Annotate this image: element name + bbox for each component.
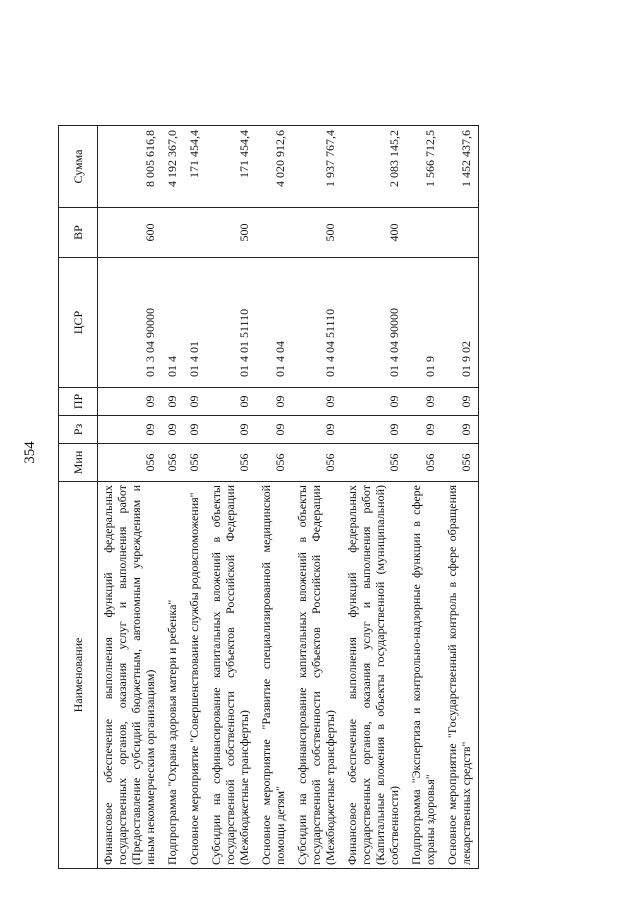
row-vr — [162, 208, 184, 258]
row-rz: 09 — [206, 416, 256, 444]
table-row — [162, 126, 184, 869]
row-vr — [406, 208, 442, 258]
header-name: Наименование — [59, 482, 98, 869]
row-name: Подпрограмма "Экспертиза и контрольно-надзорные функции в сфере охраны здоровья" — [406, 482, 442, 869]
row-vr: 500 — [206, 208, 256, 258]
header-vr: ВР — [59, 208, 98, 258]
row-name: Подпрограмма "Охрана здоровья матери и ребенка" — [162, 482, 184, 869]
row-pr: 09 — [206, 388, 256, 416]
row-min: 056 — [292, 444, 342, 482]
row-csr: 01 4 04 — [256, 258, 292, 388]
table-row — [256, 126, 292, 869]
row-sum: 2 083 145,2 — [342, 126, 406, 208]
row-sum: 4 192 367,0 — [162, 126, 184, 208]
row-vr — [256, 208, 292, 258]
header-rz: Рз — [59, 416, 98, 444]
row-rz: 09 — [256, 416, 292, 444]
row-min: 056 — [206, 444, 256, 482]
header-pr: ПР — [59, 388, 98, 416]
row-pr: 09 — [406, 388, 442, 416]
table-row — [406, 126, 442, 869]
row-rz: 09 — [98, 416, 163, 444]
budget-table — [58, 125, 479, 869]
row-name: Основное мероприятие "Совершенствование службы родовспоможения" — [184, 482, 206, 869]
page-number: 354 — [22, 441, 38, 464]
row-csr: 01 3 04 90000 — [98, 258, 163, 388]
row-csr: 01 4 04 51110 — [292, 258, 342, 388]
row-name: Основное мероприятие "Развитие специализированной медицинской помощи детям" — [256, 482, 292, 869]
header-min: Мин — [59, 444, 98, 482]
row-min: 056 — [184, 444, 206, 482]
row-sum: 1 937 767,4 — [292, 126, 342, 208]
table-row — [342, 126, 406, 869]
row-rz: 09 — [292, 416, 342, 444]
row-pr: 09 — [442, 388, 479, 416]
row-csr: 01 4 04 90000 — [342, 258, 406, 388]
row-vr: 500 — [292, 208, 342, 258]
row-name: Финансовое обеспечение выполнения функций федеральных государственных органов, оказания услуг и выполнения работ (Предоставление субсидий бюджетным, автономным учреждениям и иным некоммерческим организациям) — [98, 482, 163, 869]
row-rz: 09 — [406, 416, 442, 444]
table-row — [442, 126, 479, 869]
row-min: 056 — [442, 444, 479, 482]
row-name: Субсидии на софинансирование капитальных вложений в объекты государственной собственности субъектов Российской Федерации (Межбюджетные трансферты) — [206, 482, 256, 869]
table-body — [98, 126, 479, 869]
table-row — [184, 126, 206, 869]
table-row — [292, 126, 342, 869]
row-csr: 01 4 — [162, 258, 184, 388]
table-row — [98, 126, 163, 869]
row-csr: 01 9 — [406, 258, 442, 388]
header-csr: ЦСР — [59, 258, 98, 388]
row-rz: 09 — [162, 416, 184, 444]
row-csr: 01 4 01 — [184, 258, 206, 388]
row-sum: 171 454,4 — [206, 126, 256, 208]
row-rz: 09 — [442, 416, 479, 444]
row-pr: 09 — [162, 388, 184, 416]
row-name: Основное мероприятие "Государственный контроль в сфере обращения лекарственных средств" — [442, 482, 479, 869]
table-row — [206, 126, 256, 869]
row-vr: 400 — [342, 208, 406, 258]
row-min: 056 — [98, 444, 163, 482]
row-csr: 01 4 01 51110 — [206, 258, 256, 388]
row-sum: 4 020 912,6 — [256, 126, 292, 208]
row-min: 056 — [256, 444, 292, 482]
header-sum: Сумма — [59, 126, 98, 208]
row-pr: 09 — [98, 388, 163, 416]
row-sum: 1 566 712,5 — [406, 126, 442, 208]
row-sum: 171 454,4 — [184, 126, 206, 208]
row-sum: 1 452 437,6 — [442, 126, 479, 208]
row-name: Субсидии на софинансирование капитальных вложений в объекты государственной собственности субъектов Российской Федерации (Межбюджетные трансферты) — [292, 482, 342, 869]
row-pr: 09 — [256, 388, 292, 416]
row-sum: 8 005 616,8 — [98, 126, 163, 208]
row-min: 056 — [162, 444, 184, 482]
row-pr: 09 — [342, 388, 406, 416]
row-name: Финансовое обеспечение выполнения функций федеральных государственных органов, оказания услуг и выполнения работ (Капитальные вложения в объекты государственной (муниципальной) собственности) — [342, 482, 406, 869]
row-vr — [442, 208, 479, 258]
row-min: 056 — [342, 444, 406, 482]
table-header-row — [59, 126, 98, 869]
row-pr: 09 — [292, 388, 342, 416]
row-min: 056 — [406, 444, 442, 482]
row-rz: 09 — [342, 416, 406, 444]
row-csr: 01 9 02 — [442, 258, 479, 388]
row-rz: 09 — [184, 416, 206, 444]
row-vr: 600 — [98, 208, 163, 258]
row-vr — [184, 208, 206, 258]
row-pr: 09 — [184, 388, 206, 416]
